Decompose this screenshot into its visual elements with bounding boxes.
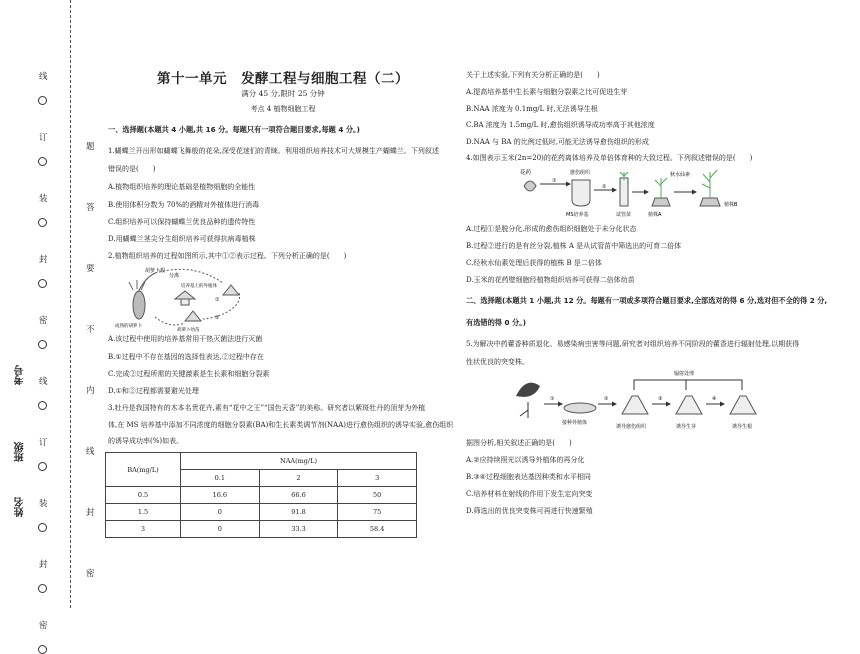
binding-dashed-line <box>70 0 71 608</box>
name-label: 姓名 <box>15 497 26 517</box>
q1-option-b: B.使用体积分数为 70%的酒精对外植体进行消毒 <box>108 201 260 209</box>
q3-stem: 3.牡丹是我国特有的木本名贵花卉,素有“花中之王”“国色天香”的美称。研究者以紫斑牡丹的顶芽为外植 <box>108 404 426 412</box>
q5-stem: 5.为解决中药藿香种质退化、易感染病虫害等问题,研究者对组织培养不同阶段的藿香进行辐射处理,以期获得 <box>466 340 800 348</box>
binding-hole <box>38 645 47 654</box>
fig2-label-plant-b: 植株B <box>724 202 738 208</box>
binding-char: 内 <box>86 386 95 396</box>
fig3-label-callus: 诱导愈伤组织 <box>616 424 647 430</box>
q2-option-a: A.该过程中使用的培养基常用干热灭菌法进行灭菌 <box>108 335 263 343</box>
fig3-label-inoculate: 接种外植体 <box>562 420 588 426</box>
carrot-icon <box>133 291 145 319</box>
pot-b <box>700 198 720 206</box>
q4-option-b: B.过程②进行的是有丝分裂,植株 A 是从试管苗中筛选出的可育二倍体 <box>466 242 682 250</box>
fig1-step-2: ② <box>215 315 220 321</box>
q4-option-d: D.玉米的花药壁细胞经植物组织培养可获得二倍体幼苗 <box>466 276 635 284</box>
patchouli-plant-icon <box>516 383 540 397</box>
fig3-label-shoot: 诱导生芽 <box>676 424 697 430</box>
fig2-step-1: ① <box>552 178 557 184</box>
q5-option-a: A.②应持续照光以诱导外植体的再分化 <box>466 456 585 464</box>
fig3-step-3: ③ <box>658 396 663 402</box>
binding-hole <box>38 401 47 410</box>
binding-hole <box>38 218 47 227</box>
q5-option-d: D.筛选出的优良突变株可再进行快速繁殖 <box>466 507 593 515</box>
flask-root <box>730 396 756 414</box>
q2-option-b: B.①过程中不存在基因的选择性表达,②过程中存在 <box>108 353 264 361</box>
q3-tail: 关于上述实验,下列有关分析正确的是( ) <box>466 71 600 79</box>
topic-line: 考点 4 植物细胞工程 <box>250 105 316 113</box>
q3-stem-cont1: 体,在 MS 培养基中添加不同浓度的细胞分裂素(BA)和生长素类调节剂(NAA)进行愈伤组织的诱导实验,愈伤组织 <box>108 421 454 429</box>
table-cell: 50 <box>338 487 417 504</box>
table-cell: 75 <box>338 504 417 521</box>
q2-stem: 2.植物组织培养的过程如图所示,其中①②表示过程。下列分析正确的是( ) <box>108 252 347 260</box>
fig1-label-mature-carrot: 成熟的胡萝卜 <box>115 324 142 329</box>
binding-char: 订 <box>39 438 48 448</box>
table-row <box>106 504 417 521</box>
flask-1 <box>175 291 195 299</box>
figure-radiation-treatment <box>510 366 770 436</box>
fig2-label-plant-a: 植株A <box>648 212 662 218</box>
table-cell: 33.3 <box>259 521 338 538</box>
fig1-label-explant: 培养基上的外植体 <box>181 284 217 289</box>
fig3-step-2: ② <box>604 396 609 402</box>
table-cell: 16.6 <box>181 487 260 504</box>
flask-shoot <box>676 396 702 414</box>
q4-option-c: C.经秋水仙素处理后获得的植株 B 是二倍体 <box>466 259 602 267</box>
score-line: 满分 45 分,限时 25 分钟 <box>241 89 325 98</box>
fig2-label-colchicine: 秋水仙素 <box>670 172 691 178</box>
table-row <box>106 521 417 538</box>
fig3-step-4: ④ <box>712 396 717 402</box>
table-cell: 3 <box>106 521 181 538</box>
pot-a <box>652 198 670 206</box>
table-col-header: 3 <box>338 470 417 487</box>
fig1-label-seedling: 胡萝卜幼苗 <box>177 328 200 333</box>
binding-char: 线 <box>39 72 48 82</box>
binding-char: 装 <box>39 499 48 509</box>
binding-char: 密 <box>39 621 48 631</box>
binding-char: 装 <box>39 194 48 204</box>
q5-analysis-stem: 据图分析,相关叙述正确的是( ) <box>466 439 572 447</box>
fig1-step-1: ① <box>215 297 220 303</box>
table-cell: 1.5 <box>106 504 181 521</box>
binding-hole <box>38 96 47 105</box>
q4-stem: 4.如图表示玉米(2n=20)的花药离体培养及单倍体育种的大致过程。下列叙述错误的是( ) <box>466 154 753 162</box>
binding-char: 封 <box>86 508 95 518</box>
binding-char: 密 <box>39 316 48 326</box>
flask-ms <box>572 180 590 206</box>
binding-char: 答 <box>86 203 95 213</box>
table-col-header: 0.1 <box>181 470 260 487</box>
binding-char: 线 <box>39 377 48 387</box>
q1-option-d: D.用蝴蝶兰茎尖分生组织培养可获得抗病毒植株 <box>108 235 256 243</box>
q2-option-d: D.①和②过程都需要避光处理 <box>108 387 199 395</box>
table-cell: 91.8 <box>259 504 338 521</box>
anther-icon <box>524 181 536 191</box>
page-title: 第十一单元 发酵工程与细胞工程（二） <box>157 71 409 87</box>
fig3-label-root: 诱导生根 <box>732 424 753 430</box>
q1-stem-cont: 错误的是( ) <box>108 165 156 173</box>
ba-naa-table <box>105 452 417 538</box>
fig3-step-1: ① <box>550 396 555 402</box>
table-cell: 0 <box>181 504 260 521</box>
binding-char: 封 <box>39 255 48 265</box>
binding-hole <box>38 523 47 532</box>
fig2-label-test-tube-seedling: 试管苗 <box>616 212 632 218</box>
binding-char: 不 <box>86 325 95 335</box>
fig2-label-callus: 愈伤组织 <box>570 170 591 176</box>
table-header-ba: BA(mg/L) <box>106 453 181 487</box>
flask-3 <box>185 311 201 321</box>
flask-2 <box>223 285 239 295</box>
radiation-bracket <box>634 380 742 390</box>
binding-char: 要 <box>86 264 95 274</box>
figure-corn-anther-culture <box>520 166 760 220</box>
q4-option-a: A.过程①是脱分化,形成的愈伤组织细胞处于未分化状态 <box>466 225 637 233</box>
fig1-label-root: 胡萝卜根 <box>145 268 166 274</box>
section-2-heading: 二、选择题(本题共 1 小题,共 12 分。每题有一项或多项符合题目要求,全部选对的得 6 分,选对但不全的得 2 分, <box>466 296 828 305</box>
q3-option-c: C.BA 浓度为 1.5mg/L 时,愈伤组织诱导成功率高于其他浓度 <box>466 121 655 129</box>
table-header-row <box>106 453 417 470</box>
binding-char: 封 <box>39 560 48 570</box>
binding-hole <box>38 462 47 471</box>
table-cell: 0 <box>181 521 260 538</box>
table-cell: 0.5 <box>106 487 181 504</box>
figure-carrot-tissue-culture <box>115 265 265 333</box>
fig3-label-radiation: 辐射处理 <box>674 371 695 377</box>
class-label: 班级 <box>15 442 26 462</box>
q5-option-c: C.培养材料在射线的作用下发生定向突变 <box>466 490 593 498</box>
section-1-heading: 一、选择题(本题共 4 小题,共 16 分。每题只有一项符合题目要求,每题 4 分。) <box>108 125 360 134</box>
binding-hole <box>38 340 47 349</box>
q3-option-a: A.提高培养基中生长素与细胞分裂素之比可促进生芽 <box>466 88 628 96</box>
q5-stem-cont: 性状优良的突变株。 <box>466 358 529 366</box>
binding-char: 订 <box>39 133 48 143</box>
binding-hole <box>38 279 47 288</box>
table-header-naa: NAA(mg/L) <box>181 453 417 470</box>
binding-char: 密 <box>86 569 95 579</box>
table-row <box>106 487 417 504</box>
table-col-header: 2 <box>259 470 338 487</box>
exam-number-label: 考号 <box>15 365 26 385</box>
q3-option-d: D.NAA 与 BA 的比例过低时,可能无法诱导愈伤组织的形成 <box>466 138 649 146</box>
q2-option-c: C.完成②过程所需的关键激素是生长素和细胞分裂素 <box>108 370 270 378</box>
binding-hole <box>38 157 47 166</box>
q1-option-a: A.植物组织培养的理论基础是植物细胞的全能性 <box>108 183 256 191</box>
q1-option-c: C.组织培养可以保持蝴蝶兰优良品种的遗传特性 <box>108 218 256 226</box>
q1-stem: 1.蝴蝶兰开出形如蝴蝶飞舞般的花朵,深受花迷们的青睐。利用组织培养技术可大规模生产蝴蝶兰。下列叙述 <box>108 147 439 155</box>
binding-hole <box>38 584 47 593</box>
fig1-label-separate: 分离 <box>169 273 180 279</box>
fig2-step-2: ② <box>602 184 607 190</box>
q3-stem-cont2: 的诱导成功率(%)如表。 <box>108 437 184 445</box>
binding-char: 线 <box>86 447 95 457</box>
fig2-label-anther: 花药 <box>520 170 532 176</box>
test-tube <box>620 178 628 206</box>
q5-option-b: B.③④过程细胞表达基因种类和水平相同 <box>466 473 591 481</box>
fig2-label-ms-medium: MS培养基 <box>566 212 589 218</box>
petri-dish <box>564 403 596 413</box>
binding-char: 题 <box>86 142 95 152</box>
table-cell: 66.6 <box>259 487 338 504</box>
q3-option-b: B.NAA 浓度为 0.1mg/L 时,无法诱导生根 <box>466 105 598 113</box>
section-2-heading-cont: 有选错的得 0 分。) <box>466 318 527 327</box>
flask-callus <box>622 396 648 414</box>
table-cell: 58.4 <box>338 521 417 538</box>
